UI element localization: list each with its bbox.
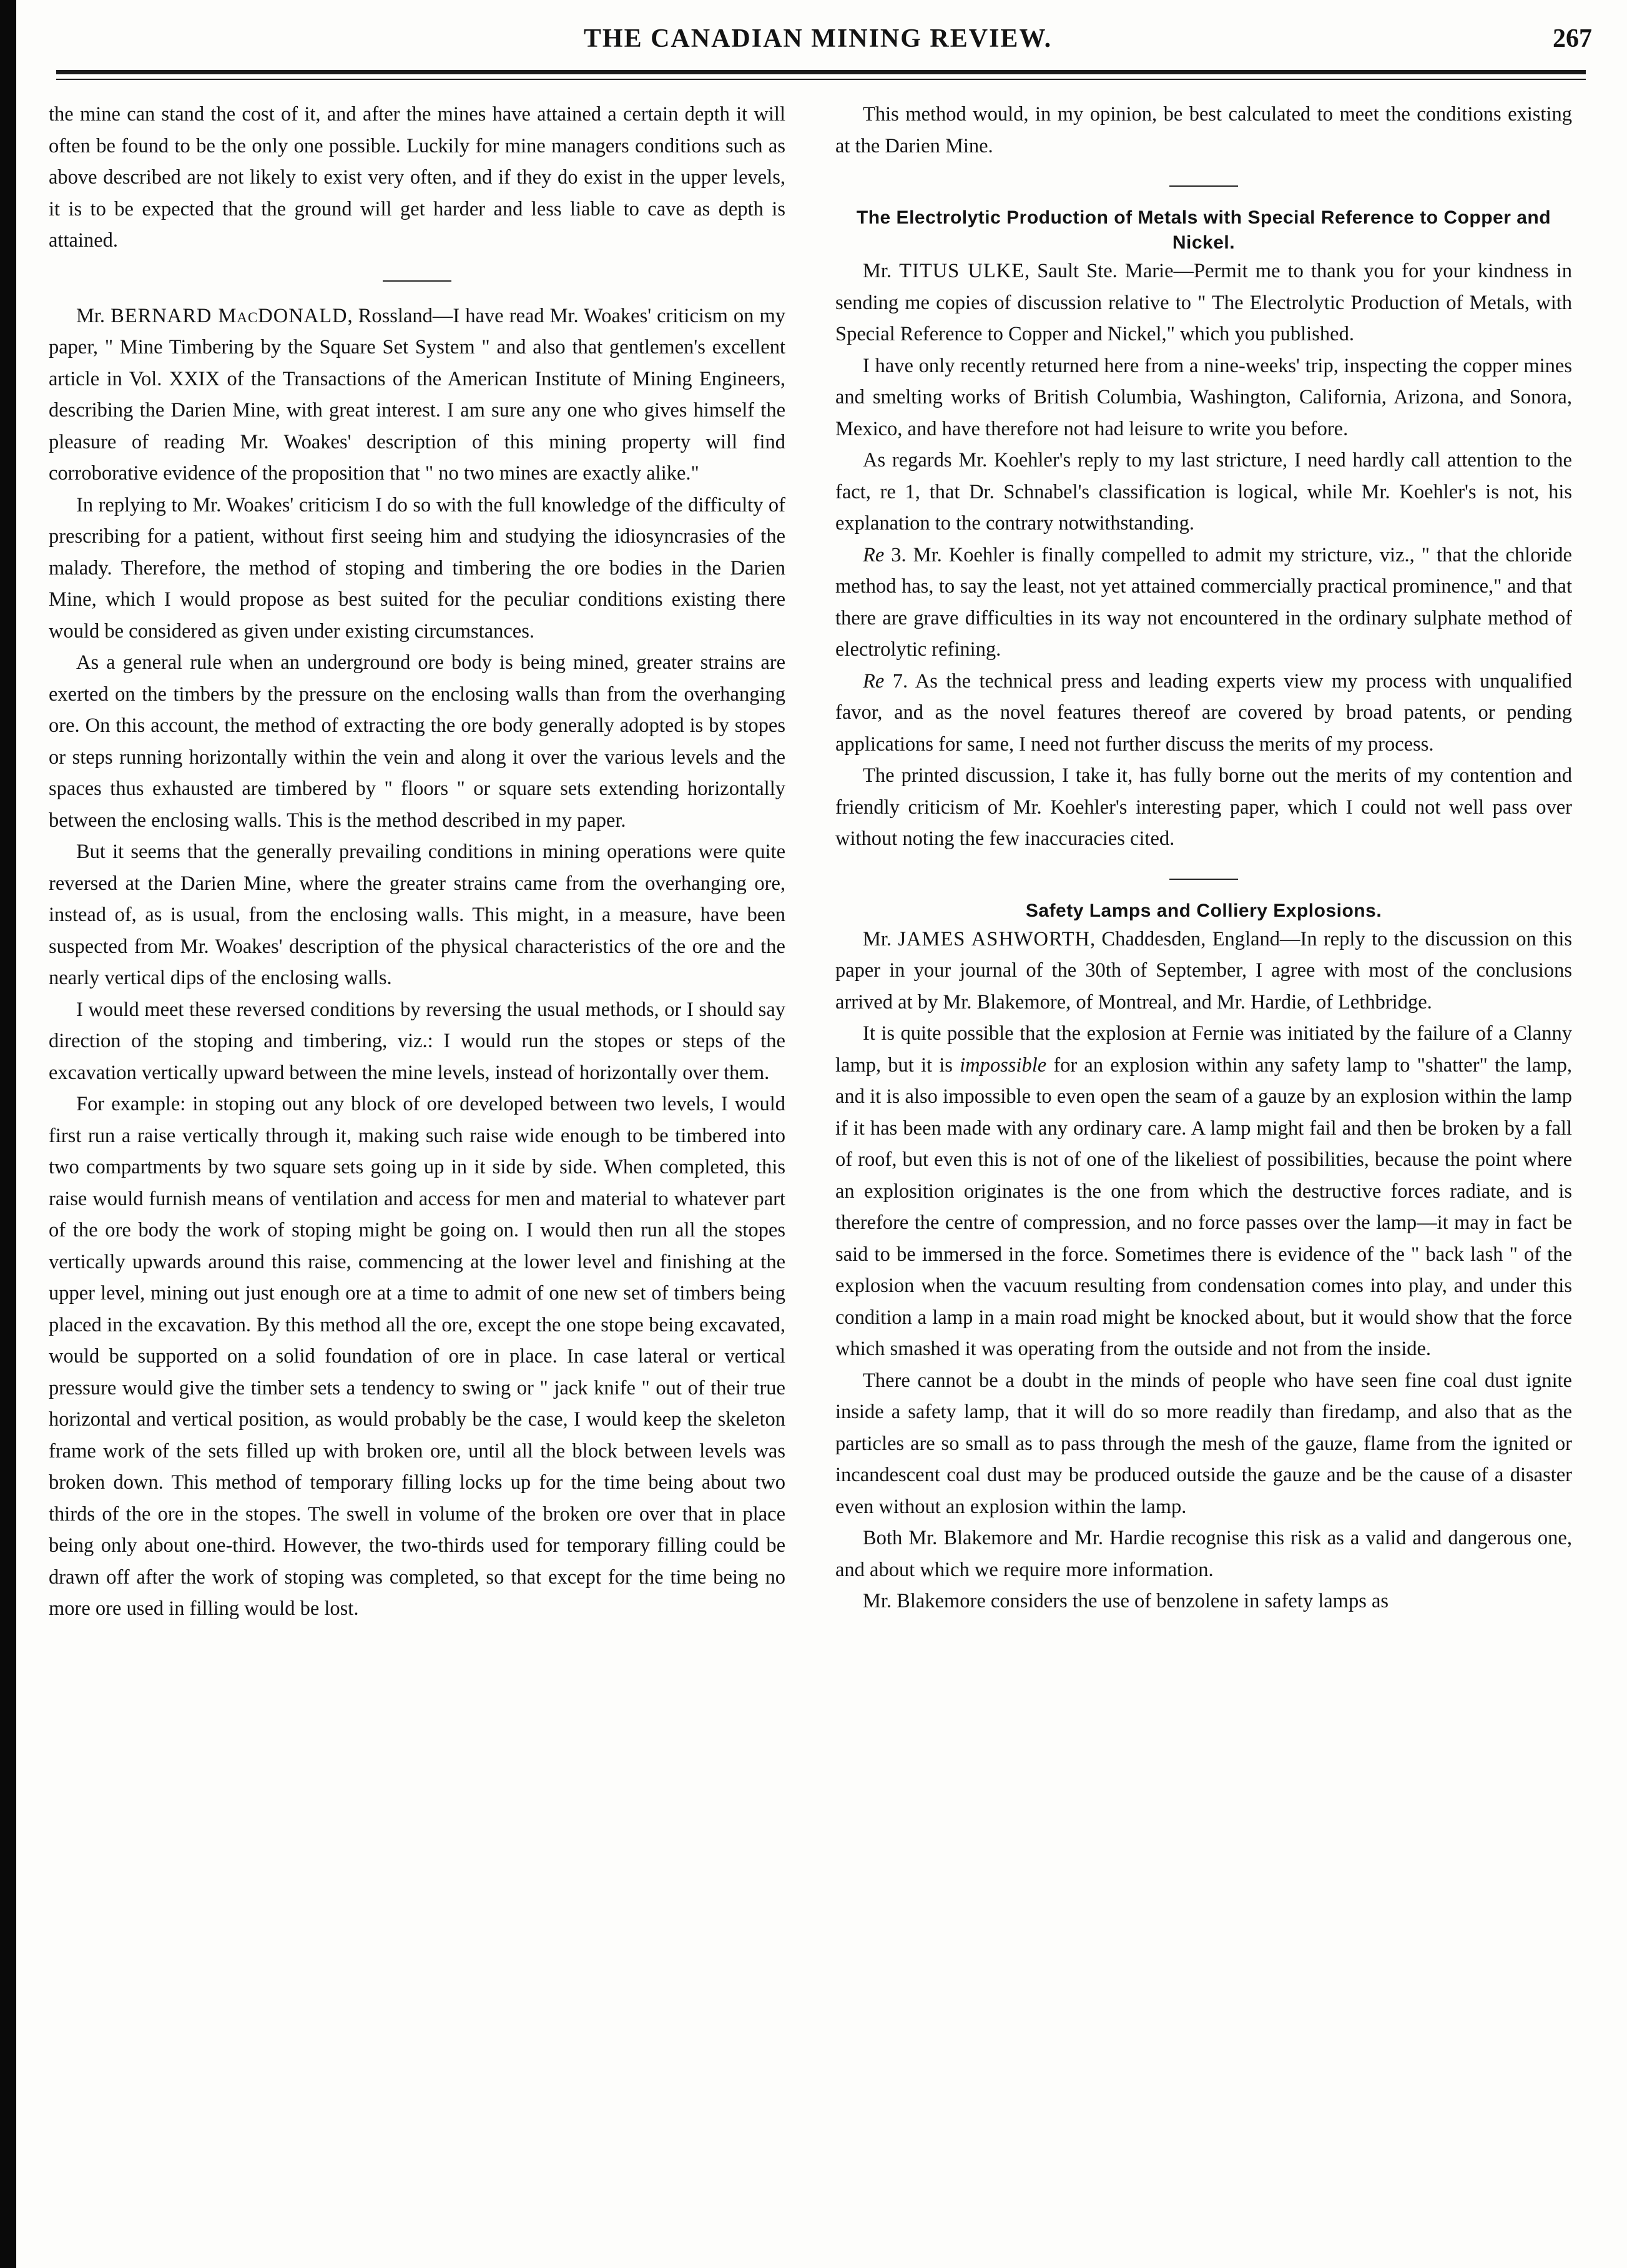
paragraph-text: , Sault Ste. Marie—Permit me to thank you for your kindness in sending me copies of discussion relative to " The Electrolytic Production of Metals, with Special Reference to Copper and Nickel," which you published. — [835, 260, 1572, 345]
paragraph: Both Mr. Blakemore and Mr. Hardie recognise this risk as a valid and dangerous one, and about which we require more information. — [835, 1527, 1572, 1581]
section-divider — [1169, 879, 1238, 880]
paragraph: There cannot be a doubt in the minds of people who have seen fine coal dust ignite inside a safety lamp, that it will do so more readily than firedamp, and also that as the particles are so small as to pass through the mesh of the gauze, flame from the ignited or incandescent coal dust may be produced outside the gauze and be the cause of a disaster even without an explosion within the lamp. — [835, 1369, 1572, 1518]
author-name: BERNARD MacDONALD — [111, 304, 348, 327]
paragraph: the mine can stand the cost of it, and after the mines have attained a certain depth it will often be found to be the only one possible. Luckily for mine managers conditions such as above described are not likely to exist very often, and if they do exist in the upper levels, it is to be expected that the ground will get harder and less liable to cave as depth is attained. — [49, 103, 785, 252]
author-name: TITUS ULKE — [899, 260, 1025, 282]
paragraph: As regards Mr. Koehler's reply to my last stricture, I need hardly call attention to the fact, re 1, that Dr. Schnabel's classification is logical, while Mr. Koehler's is not, his explanation to the contrary notwithstanding. — [835, 449, 1572, 535]
right-column — [835, 99, 1572, 2241]
paragraph: In replying to Mr. Woakes' criticism I do so with the full knowledge of the difficulty of prescribing for a patient, without first seeing him and studying the idiosyncrasies of the malady. Therefore, the method of stoping and timbering the ore bodies in the Darien Mine, which I would propose as best suited for the peculiar conditions existing there would be considered as given under existing circumstances. — [49, 493, 785, 643]
paragraph — [835, 1018, 1572, 1365]
paragraph: I have only recently returned here from a nine-weeks' trip, inspecting the copper mines and smelting works of British Columbia, Washington, California, Arizona, and Sonora, Mexico, and have therefore not had leisure to write you before. — [835, 354, 1572, 440]
re-marker: Re — [863, 669, 885, 693]
emphasis: impossible — [960, 1053, 1047, 1077]
paragraph — [835, 540, 1572, 666]
section-heading: The Electrolytic Production of Metals with Special Reference to Copper and Nickel. — [856, 207, 1551, 253]
section-divider — [1169, 185, 1238, 187]
author-name: JAMES ASHWORTH — [898, 927, 1091, 950]
section-divider — [383, 280, 451, 282]
paragraph: Mr. Blakemore considers the use of benzolene in safety lamps as — [863, 1590, 1389, 1612]
paragraph: I would meet these reversed conditions by reversing the usual methods, or I should say direction of the stoping and timbering, viz.: I would run the stopes or steps of the excavation vertically upward between the mine levels, instead of horizontally over them. — [49, 998, 785, 1084]
paragraph-text: for an explosion within any safety lamp to "shatter" the lamp, and it is also impossible to even open the seam of a gauze by an explosion within the lamp if it has been made with any ordinary care. A lamp might fail and then be broken by a fall of roof, but even this is not of one of the likeliest of possibilities, because the point where an explosition originates is the one from which the destructive forces radiate, and is therefore the centre of compression, and no force passes over the lamp—it may in fact be said to be immersed in the force. Sometimes there is evidence of the " back lash " of the explosion when the vacuum resulting from condensation comes into play, and under this condition a lamp in a main road might be knocked about, but it would show that the force which smashed it was operating from the outside and not from the inside. — [835, 1053, 1572, 1360]
header-rule-thick — [56, 70, 1586, 74]
paragraph-text: 3. Mr. Koehler is finally compelled to admit my stricture, viz., " that the chloride method has, to say the least, not yet attained commercially practical prominence," and that there are grave difficulties in its way not encountered in the ordinary sulphate method of electrolytic refining. — [835, 543, 1572, 661]
paragraph-text: , Chaddesden, England—In reply to the discussion on this paper in your journal of the 30th of September, I agree with most of the conclusions arrived at by Mr. Blakemore, of Montreal, and Mr. Hardie, of Lethbridge. — [835, 927, 1572, 1013]
paragraph — [835, 924, 1572, 1018]
paragraph-text: , Rossland—I have read Mr. Woakes' criticism on my paper, " Mine Timbering by the Square Set System " and also that gentlemen's excellent article in Vol. XXIX of the Transactions of the American Institute of Mining Engineers, describing the Darien Mine, with great interest. I am sure any one who gives himself the pleasure of reading Mr. Woakes' description of this mining property will find corroborative evidence of the proposition that " no two mines are exactly alike." — [49, 304, 785, 485]
paragraph — [835, 666, 1572, 761]
header-rule-thin — [56, 79, 1586, 80]
prefix: Mr. — [863, 927, 898, 950]
paragraph-text: 7. As the technical press and leading experts view my process with unqualified favor, and as the novel features thereof are covered by broad patents, or pending applications for same, I need not further discuss the merits of my process. — [835, 669, 1572, 756]
paragraph — [49, 300, 785, 490]
paragraph: The printed discussion, I take it, has fully borne out the merits of my contention and friendly criticism of Mr. Koehler's interesting paper, which I could not well pass over without noting the few inaccuracies cited. — [835, 764, 1572, 850]
prefix: Mr. — [76, 304, 111, 327]
paragraph: This method would, in my opinion, be best calculated to meet the conditions existing at the Darien Mine. — [835, 103, 1572, 157]
prefix: Mr. — [863, 260, 900, 282]
journal-title: THE CANADIAN MINING REVIEW. — [583, 24, 1053, 53]
paragraph: But it seems that the generally prevailing conditions in mining operations were quite reversed at the Darien Mine, where the greater strains came from the overhanging ore, instead of, as is usual, from the enclosing walls. This might, in a measure, have been suspected from Mr. Woakes' description of the physical characteristics of the ore and the nearly vertical dips of the enclosing walls. — [49, 841, 785, 989]
left-column — [49, 99, 785, 2241]
section-heading: Safety Lamps and Colliery Explosions. — [1025, 900, 1382, 921]
page-number: 267 — [1553, 24, 1592, 53]
paragraph: As a general rule when an underground ore body is being mined, greater strains are exerted on the timbers by the pressure on the enclosing walls than from the overhanging ore. On this account, the method of extracting the ore body generally adopted is by stopes or steps running horizontally within the vein and along it over the various levels and the spaces thus exhausted are timbered by " floors " or square sets extending horizontally between the enclosing walls. This is the method described in my paper. — [49, 651, 785, 832]
paragraph: For example: in stoping out any block of ore developed between two levels, I would first run a raise vertically through it, making such raise wide enough to be timbered into two compartments by two square sets going up in it side by side. When completed, this raise would furnish means of ventilation and access for men and material to whatever part of the ore body the work of stoping might be going on. I would then run all the stopes vertically upwards around this raise, commencing at the lower level and finishing at the upper level, mining out just enough ore at a time to admit of one new set of timbers being placed in the excavation. By this method all the ore, except the one stope being excavated, would be supported on a solid foundation of ore in place. In case lateral or vertical pressure would give the timber sets a tendency to swing or " jack knife " out of their true horizontal and vertical position, as would probably be the case, I would keep the skeleton frame work of the sets filled up with broken ore, until all the block between levels was broken down. This method of temporary filling locks up for the time being about two thirds of the ore in the stopes. The swell in volume of the broken ore over that in place being only about one-third. However, the two-thirds used for temporary filling could be drawn off after the work of stoping was completed, so that except for the time being no more ore used in filling would be lost. — [49, 1093, 785, 1620]
paragraph — [835, 255, 1572, 350]
re-marker: Re — [863, 543, 885, 566]
scan-edge-bar — [0, 0, 16, 2268]
page-header — [44, 24, 1592, 67]
paragraph-text: It is quite possible that the explosion at Fernie was initiated by the failure of a Clanny lamp, but it is — [835, 1022, 1572, 1077]
